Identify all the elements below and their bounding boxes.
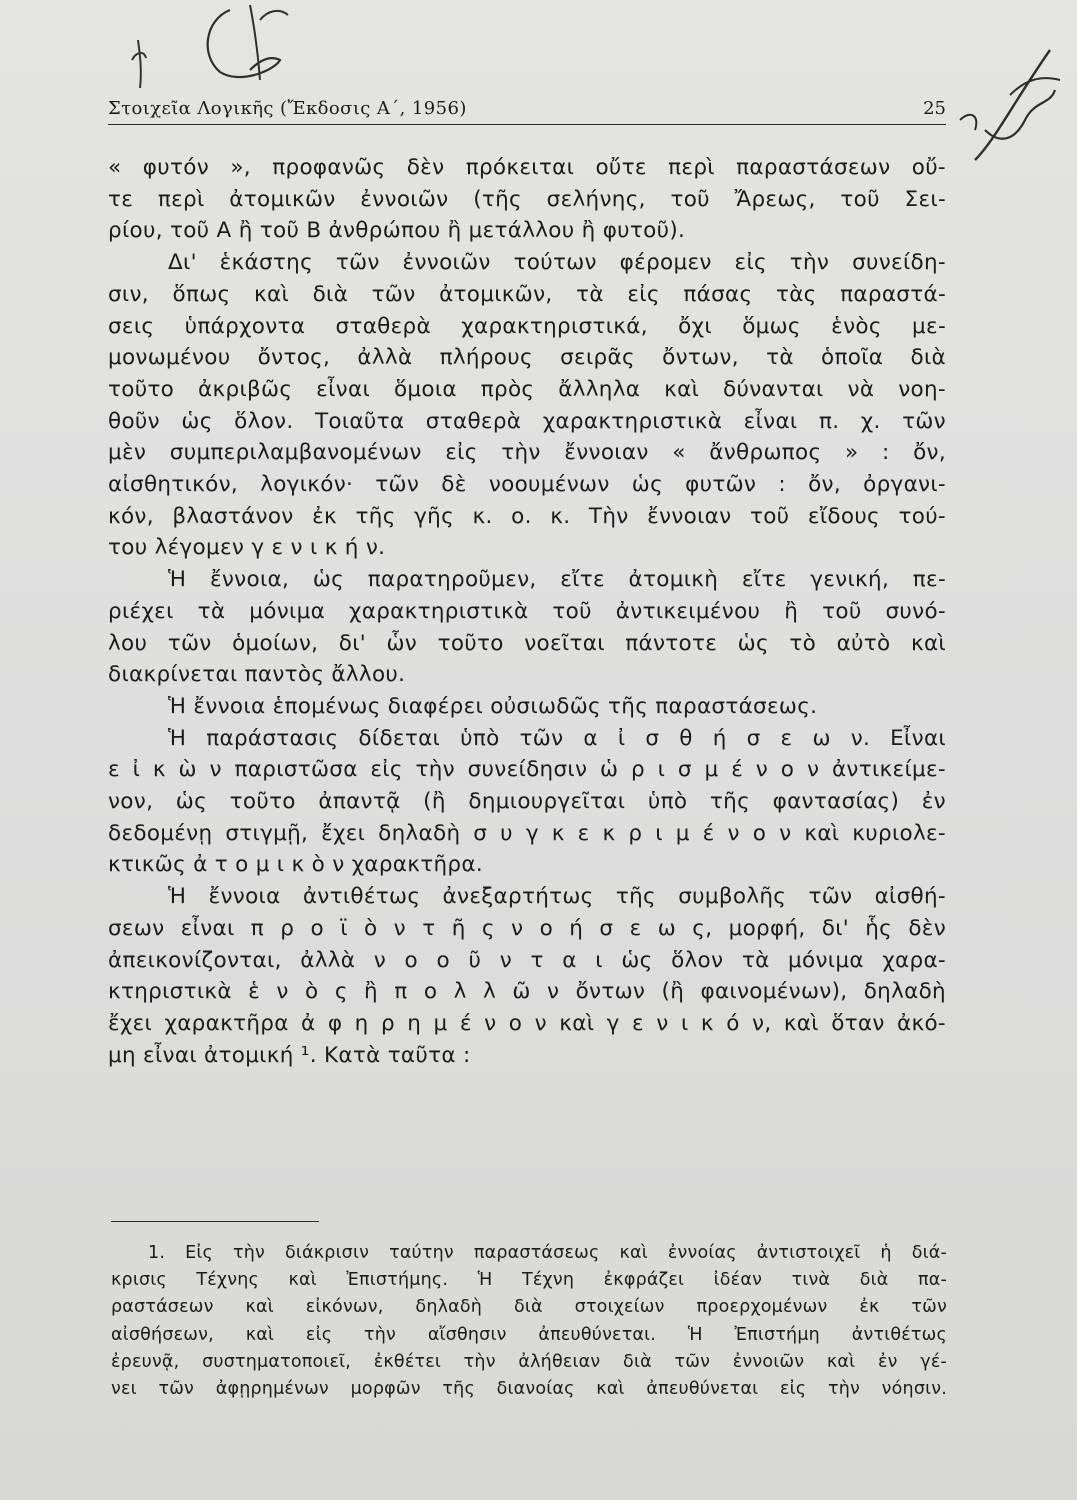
body-text-line: ρίου, τοῦ Α ἢ τοῦ Β ἀνθρώπου ἢ μετάλλου ἢ φυτοῦ). bbox=[108, 218, 686, 244]
handwritten-signature-right-margin bbox=[955, 20, 1070, 170]
body-text-line: κτηριστικὰ ἑ ν ὸ ς ἢ π ο λ λ ῶ ν ὄντων (ἢ φαινομένων), δηλαδὴ bbox=[108, 979, 946, 1005]
body-text-line: μονωμένου ὄντος, ἀλλὰ πλήρους σειρᾶς ὄντων, τὰ ὁποῖα διὰ bbox=[108, 345, 946, 371]
footnote-divider bbox=[111, 1221, 319, 1222]
body-text-line: ε ἰ κ ὼ ν παριστῶσα εἰς τὴν συνείδησιν ὡ ρ ι σ μ έ ν ο ν ἀντικείμε- bbox=[108, 757, 946, 783]
page-number: 25 bbox=[923, 98, 946, 119]
body-text-line: Ἡ ἔννοια ἀντιθέτως ἀνεξαρτήτως τῆς συμβολῆς τῶν αἰσθή- bbox=[168, 884, 946, 910]
body-text-line: σεων εἶναι π ρ ο ϊ ὸ ν τ ῆ ς ν ο ή σ ε ω ς, μορφή, δι' ἧς δὲν bbox=[108, 915, 946, 941]
footnote-line: αἰσθήσεων, καὶ εἰς τὴν αἴσθησιν ἀπευθύνεται. Ἡ Ἐπιστήμη ἀντιθέτως bbox=[111, 1324, 947, 1345]
body-text-line: κτικῶς ἀ τ ο μ ι κ ὸ ν χαρακτῆρα. bbox=[108, 852, 483, 878]
body-text-line: μη εἶναι ἀτομική ¹. Κατὰ ταῦτα : bbox=[108, 1042, 471, 1068]
footnotes bbox=[111, 1240, 947, 1403]
footnote-line: νει τῶν ἀφῃρημένων μορφῶν τῆς διανοίας καὶ ἀπευθύνεται εἰς τὴν νόησιν. bbox=[111, 1379, 947, 1400]
body-text-line: αἰσθητικόν, λογικόν· τῶν δὲ νοουμένων ὡς φυτῶν : ὄν, ὀργανι- bbox=[108, 472, 946, 498]
body-text-line: νον, ὡς τοῦτο ἀπαντᾷ (ἢ δημιουργεῖται ὑπὸ τῆς φαντασίας) ἐν bbox=[108, 789, 946, 815]
footnote-line: ἐρευνᾷ, συστηματοποιεῖ, ἐκθέτει τὴν ἀλήθειαν διὰ τῶν ἐννοιῶν καὶ ἐν γέ- bbox=[111, 1351, 947, 1372]
body-text-line: Δι' ἑκάστης τῶν ἐννοιῶν τούτων φέρομεν εἰς τὴν συνείδη- bbox=[168, 250, 946, 276]
body-text-line: Ἡ ἔννοια ἑπομένως διαφέρει οὐσιωδῶς τῆς παραστάσεως. bbox=[168, 693, 818, 719]
body-text-line: διακρίνεται παντὸς ἄλλου. bbox=[108, 662, 406, 688]
body-text-line: μὲν συμπεριλαμβανομένων εἰς τὴν ἔννοιαν « ἄνθρωπος » : ὄν, bbox=[108, 440, 946, 466]
body-text-line: ἔχει χαρακτῆρα ἀ φ η ρ η μ έ ν ο ν καὶ γ ε ν ι κ ό ν, καὶ ὅταν ἀκό- bbox=[108, 1010, 946, 1036]
footnote-line: κρισις Τέχνης καὶ Ἐπιστήμης. Ἡ Τέχνη ἐκφράζει ἰδέαν τινὰ διὰ πα- bbox=[111, 1270, 947, 1291]
body-text-line: δεδομένῃ στιγμῇ, ἔχει δηλαδὴ σ υ γ κ ε κ ρ ι μ έ ν ο ν καὶ κυριολε- bbox=[108, 820, 946, 846]
body-text-line: ἀπεικονίζονται, ἀλλὰ ν ο ο ῦ ν τ α ι ὡς ὅλον τὰ μόνιμα χαρα- bbox=[108, 947, 946, 973]
body-text bbox=[108, 152, 946, 1071]
body-text-line: τε περὶ ἀτομικῶν ἐννοιῶν (τῆς σελήνης, τοῦ Ἄρεως, τοῦ Σει- bbox=[108, 186, 946, 212]
body-text-line: θοῦν ὡς ὅλον. Τοιαῦτα σταθερὰ χαρακτηριστικὰ εἶναι π. χ. τῶν bbox=[108, 408, 946, 434]
body-text-line: ριέχει τὰ μόνιμα χαρακτηριστικὰ τοῦ ἀντικειμένου ἢ τοῦ συνό- bbox=[108, 598, 946, 624]
handwritten-signature-top-left bbox=[110, 0, 310, 100]
running-head-title: Στοιχεῖα Λογικῆς (Ἔκδοσις Α΄, 1956) bbox=[108, 98, 467, 119]
body-text-line: σιν, ὅπως καὶ διὰ τῶν ἀτομικῶν, τὰ εἰς πάσας τὰς παραστά- bbox=[108, 281, 946, 307]
body-text-line: « φυτόν », προφανῶς δὲν πρόκειται οὔτε περὶ παραστάσεων οὔ- bbox=[108, 155, 946, 180]
body-text-line: λου τῶν ὁμοίων, δι' ὧν τοῦτο νοεῖται πάντοτε ὡς τὸ αὐτὸ καὶ bbox=[108, 630, 946, 656]
body-text-line: τοῦτο ἀκριβῶς εἶναι ὅμοια πρὸς ἄλληλα καὶ δύνανται νὰ νοη- bbox=[108, 376, 946, 402]
body-text-line: Ἡ παράστασις δίδεται ὑπὸ τῶν α ἰ σ θ ή σ ε ω ν. Εἶναι bbox=[168, 725, 946, 751]
body-text-line: Ἡ ἔννοια, ὡς παρατηροῦμεν, εἴτε ἀτομικὴ εἴτε γενική, πε- bbox=[168, 567, 946, 593]
body-text-line: σεις ὑπάρχοντα σταθερὰ χαρακτηριστικά, ὄχι ὅμως ἑνὸς με- bbox=[108, 313, 946, 339]
footnote-line: 1. Εἰς τὴν διάκρισιν ταύτην παραστάσεως καὶ ἐννοίας ἀντιστοιχεῖ ἡ διά- bbox=[148, 1243, 947, 1263]
body-text-line: του λέγομεν γ ε ν ι κ ή ν. bbox=[108, 535, 386, 561]
body-text-line: κόν, βλαστάνον ἐκ τῆς γῆς κ. ο. κ. Τὴν ἔννοιαν τοῦ εἴδους τού- bbox=[108, 503, 946, 529]
running-head bbox=[108, 96, 946, 125]
footnote-line: ραστάσεων καὶ εἰκόνων, δηλαδὴ διὰ στοιχείων προερχομένων ἐκ τῶν bbox=[111, 1297, 947, 1318]
